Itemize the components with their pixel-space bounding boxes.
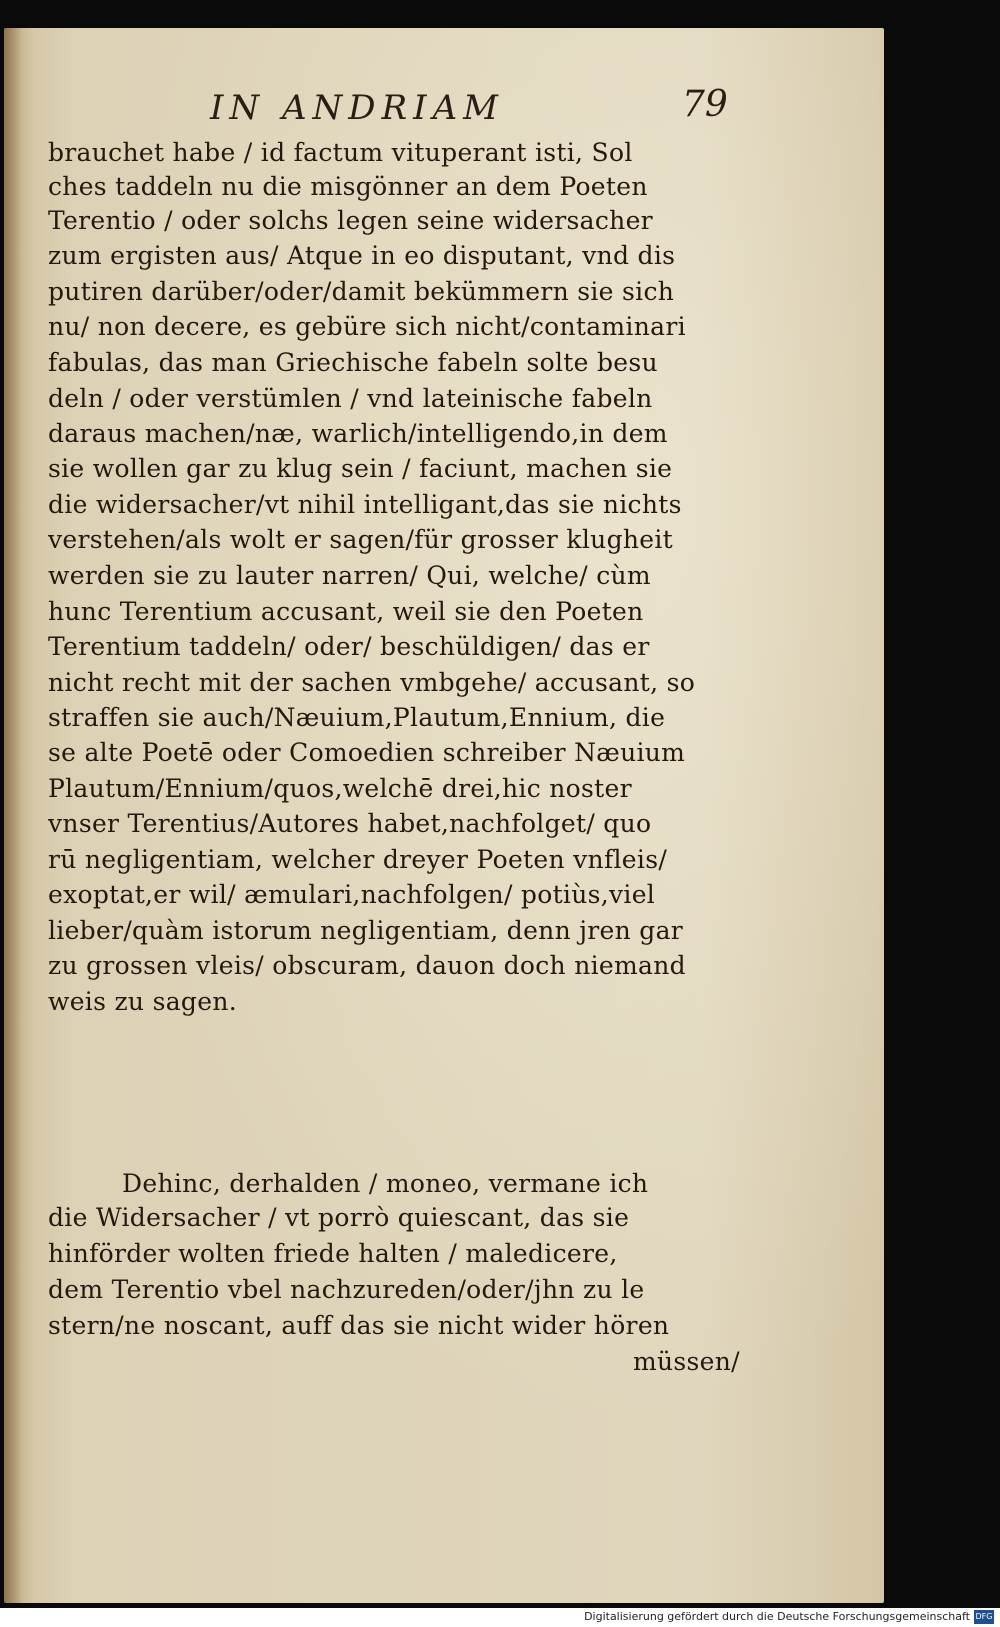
body-line: Terentio / oder solchs legen seine widersacher: [48, 206, 653, 235]
body-line: zum ergisten aus/ Atque in eo disputant, vnd dis: [48, 241, 676, 270]
body-line: brauchet habe / id factum vituperant isti, Sol: [48, 138, 633, 167]
body-line: werden sie zu lauter narren/ Qui, welche/ cùm: [48, 561, 651, 590]
body-line: die widersacher/vt nihil intelligant,das sie nichts: [48, 490, 682, 519]
body-line: stern/ne noscant, auff das sie nicht wider hören: [48, 1311, 670, 1340]
body-line: zu grossen vleis/ obscuram, dauon doch niemand: [48, 951, 686, 980]
body-line: fabulas, das man Griechische fabeln solte besu: [48, 348, 658, 377]
body-line: hunc Terentium accusant, weil sie den Poeten: [48, 597, 644, 626]
running-title: IN ANDRIAM: [210, 88, 504, 128]
footer-credit: Digitalisierung gefördert durch die Deutsche Forschungsgemeinschaft: [584, 1610, 970, 1623]
body-line: rū negligentiam, welcher dreyer Poeten vnfleis/: [48, 845, 668, 874]
body-line: Dehinc, derhalden / moneo, vermane ich: [122, 1169, 649, 1198]
body-line: Terentium taddeln/ oder/ beschüldigen/ das er: [48, 632, 650, 661]
body-line: vnser Terentius/Autores habet,nachfolget/ quo: [48, 809, 652, 838]
dfg-logo: DFG: [974, 1610, 994, 1624]
body-line: weis zu sagen.: [48, 987, 237, 1016]
body-line: ches taddeln nu die misgönner an dem Poeten: [48, 172, 648, 201]
body-line: sie wollen gar zu klug sein / faciunt, machen sie: [48, 454, 673, 483]
body-line: se alte Poetē oder Comoedien schreiber Næuium: [48, 738, 686, 767]
body-line: müssen/: [633, 1347, 740, 1376]
body-line: straffen sie auch/Næuium,Plautum,Ennium, die: [48, 703, 666, 732]
body-line: lieber/quàm istorum negligentiam, denn jren gar: [48, 916, 684, 945]
body-line: dem Terentio vbel nachzureden/oder/jhn zu le: [48, 1275, 645, 1304]
page-gutter-shadow: [4, 28, 22, 1603]
body-line: verstehen/als wolt er sagen/für grosser klugheit: [48, 525, 674, 554]
body-line: daraus machen/næ, warlich/intelligendo,in dem: [48, 419, 668, 448]
body-line: nu/ non decere, es gebüre sich nicht/contaminari: [48, 312, 686, 341]
body-line: Plautum/Ennium/quos,welchē drei,hic noster: [48, 774, 632, 803]
body-line: hinförder wolten friede halten / maledicere,: [48, 1239, 618, 1268]
footer-bar: [0, 1608, 1000, 1627]
body-line: nicht recht mit der sachen vmbgehe/ accusant, so: [48, 668, 696, 697]
body-line: exoptat,er wil/ æmulari,nachfolgen/ potiùs,viel: [48, 880, 656, 909]
body-line: deln / oder verstümlen / vnd lateinische fabeln: [48, 384, 653, 413]
page-number: 79: [682, 84, 728, 125]
body-line: putiren darüber/oder/damit bekümmern sie sich: [48, 277, 675, 306]
body-line: die Widersacher / vt porrò quiescant, das sie: [48, 1203, 630, 1232]
